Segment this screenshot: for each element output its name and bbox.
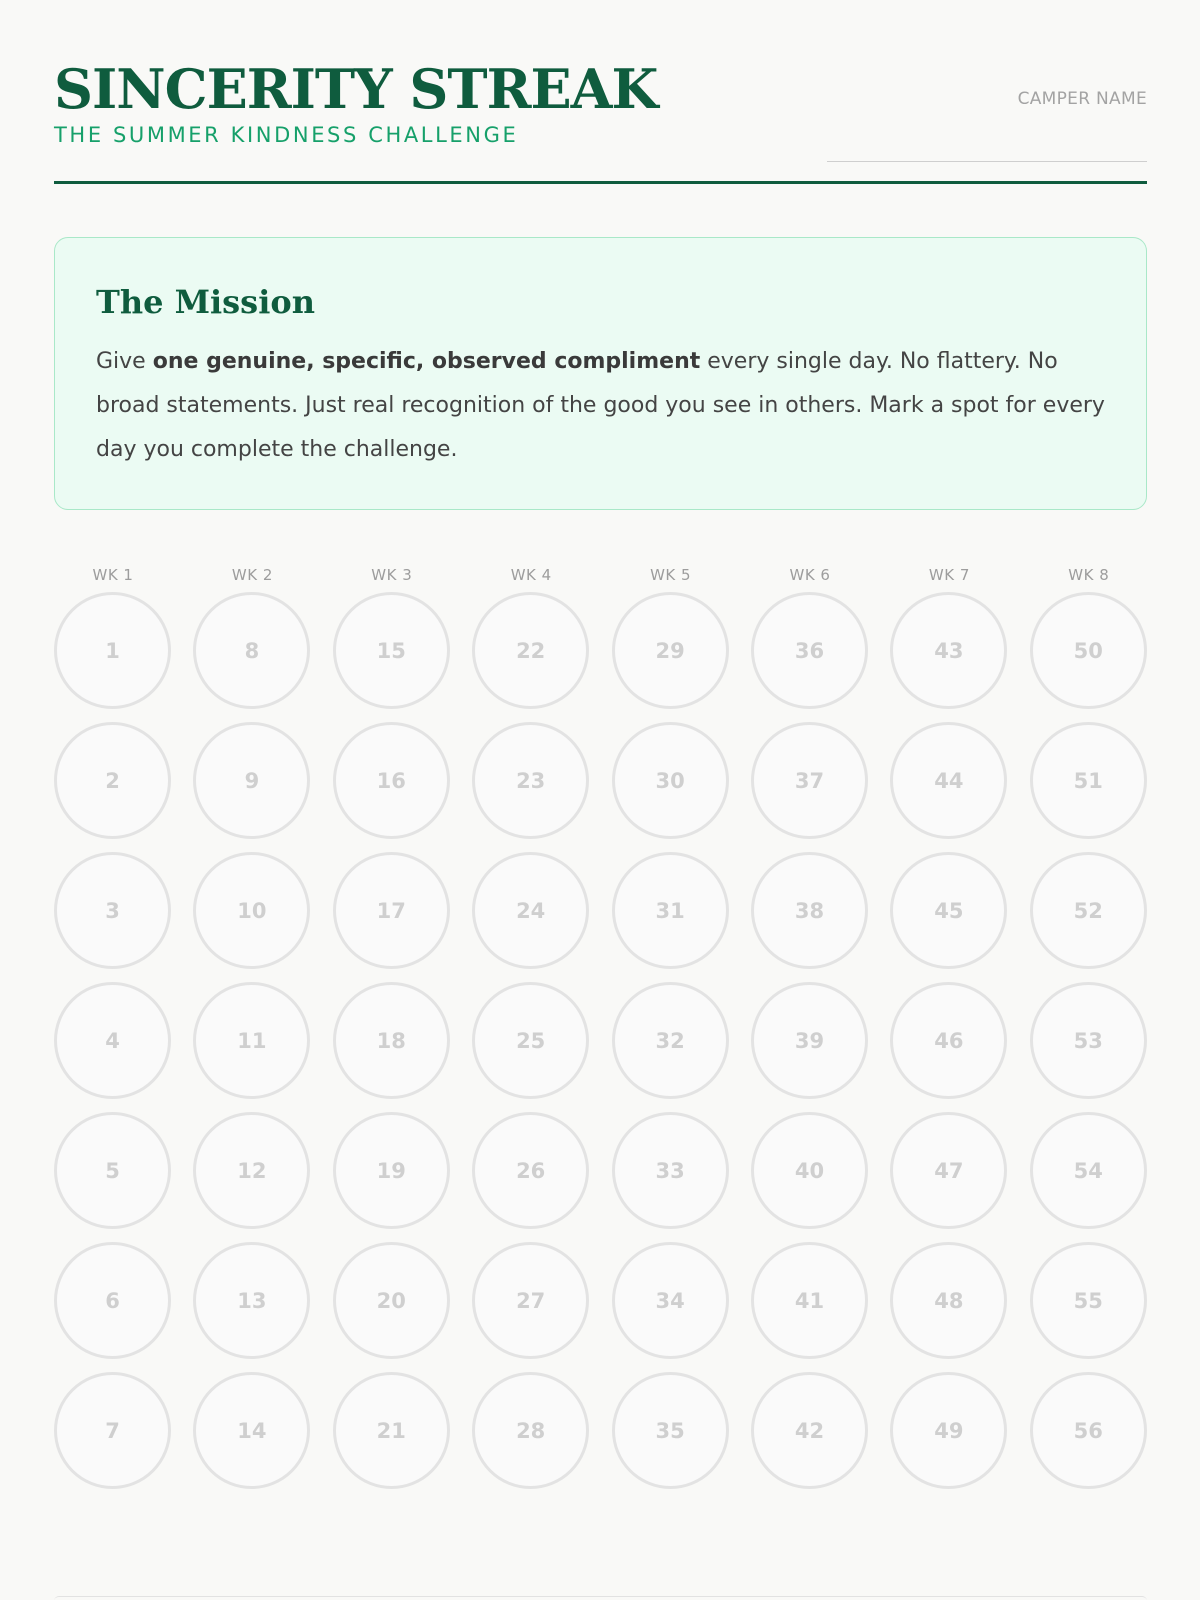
day-circle-41[interactable]: 41	[751, 1242, 868, 1359]
day-circle-11[interactable]: 11	[193, 982, 310, 1099]
day-circle-45[interactable]: 45	[890, 852, 1007, 969]
day-circle-47[interactable]: 47	[890, 1112, 1007, 1229]
day-circle-46[interactable]: 46	[890, 982, 1007, 1099]
day-circle-36[interactable]: 36	[751, 592, 868, 709]
day-circle-37[interactable]: 37	[751, 722, 868, 839]
day-circle-4[interactable]: 4	[54, 982, 171, 1099]
next-section-edge	[54, 1596, 1147, 1600]
week-label: WK 4	[510, 566, 552, 584]
week-label: WK 7	[928, 566, 970, 584]
day-circle-53[interactable]: 53	[1030, 982, 1147, 1099]
day-circle-30[interactable]: 30	[612, 722, 729, 839]
day-circle-25[interactable]: 25	[472, 982, 589, 1099]
day-circle-34[interactable]: 34	[612, 1242, 729, 1359]
day-circle-29[interactable]: 29	[612, 592, 729, 709]
day-circle-56[interactable]: 56	[1030, 1372, 1147, 1489]
week-label: WK 5	[650, 566, 692, 584]
day-circle-7[interactable]: 7	[54, 1372, 171, 1489]
day-circle-43[interactable]: 43	[890, 592, 1007, 709]
day-circle-14[interactable]: 14	[193, 1372, 310, 1489]
day-circle-18[interactable]: 18	[333, 982, 450, 1099]
day-circle-5[interactable]: 5	[54, 1112, 171, 1229]
mission-text-rest: every single day. No flattery. No broad statements. Just real recognition of the good you see in others. Mark a spot for every day you complete the challenge.	[96, 349, 1105, 462]
day-circle-17[interactable]: 17	[333, 852, 450, 969]
mission-text-intro: Give	[96, 349, 153, 374]
day-circle-48[interactable]: 48	[890, 1242, 1007, 1359]
day-circle-15[interactable]: 15	[333, 592, 450, 709]
week-label: WK 6	[789, 566, 831, 584]
week-label: WK 3	[371, 566, 413, 584]
day-circle-35[interactable]: 35	[612, 1372, 729, 1489]
day-circle-38[interactable]: 38	[751, 852, 868, 969]
day-circle-9[interactable]: 9	[193, 722, 310, 839]
day-circle-33[interactable]: 33	[612, 1112, 729, 1229]
day-circle-23[interactable]: 23	[472, 722, 589, 839]
day-circle-44[interactable]: 44	[890, 722, 1007, 839]
week-label: WK 2	[231, 566, 273, 584]
day-circle-32[interactable]: 32	[612, 982, 729, 1099]
day-circle-42[interactable]: 42	[751, 1372, 868, 1489]
streak-sheet	[54, 0, 1147, 1600]
camper-name-field[interactable]	[827, 140, 1147, 162]
day-circle-10[interactable]: 10	[193, 852, 310, 969]
day-circle-54[interactable]: 54	[1030, 1112, 1147, 1229]
day-circle-12[interactable]: 12	[193, 1112, 310, 1229]
day-circle-6[interactable]: 6	[54, 1242, 171, 1359]
day-circle-22[interactable]: 22	[472, 592, 589, 709]
page-title: SINCERITY STREAK	[54, 57, 658, 121]
day-circle-1[interactable]: 1	[54, 592, 171, 709]
day-circle-21[interactable]: 21	[333, 1372, 450, 1489]
week-label: WK 1	[92, 566, 134, 584]
camper-name-label: CAMPER NAME	[1017, 89, 1147, 109]
week-headers	[54, 560, 1147, 594]
week-label: WK 8	[1068, 566, 1110, 584]
day-circle-55[interactable]: 55	[1030, 1242, 1147, 1359]
day-circle-3[interactable]: 3	[54, 852, 171, 969]
day-circle-8[interactable]: 8	[193, 592, 310, 709]
day-circle-2[interactable]: 2	[54, 722, 171, 839]
day-circle-49[interactable]: 49	[890, 1372, 1007, 1489]
day-circle-20[interactable]: 20	[333, 1242, 450, 1359]
mission-text-emphasis: one genuine, specific, observed compliment	[152, 349, 701, 374]
day-circle-40[interactable]: 40	[751, 1112, 868, 1229]
mission-title: The Mission	[96, 283, 315, 321]
day-circle-19[interactable]: 19	[333, 1112, 450, 1229]
day-circle-31[interactable]: 31	[612, 852, 729, 969]
page-subtitle: THE SUMMER KINDNESS CHALLENGE	[54, 123, 519, 147]
day-circle-50[interactable]: 50	[1030, 592, 1147, 709]
mission-text	[96, 340, 1106, 472]
day-circle-28[interactable]: 28	[472, 1372, 589, 1489]
day-circle-24[interactable]: 24	[472, 852, 589, 969]
day-circle-27[interactable]: 27	[472, 1242, 589, 1359]
day-circle-52[interactable]: 52	[1030, 852, 1147, 969]
header	[54, 58, 1147, 184]
streak-grid	[54, 560, 1147, 1443]
day-circle-13[interactable]: 13	[193, 1242, 310, 1359]
day-circle-51[interactable]: 51	[1030, 722, 1147, 839]
mission-card	[54, 237, 1147, 510]
day-circle-16[interactable]: 16	[333, 722, 450, 839]
camper-name-block	[827, 88, 1147, 162]
day-circle-39[interactable]: 39	[751, 982, 868, 1099]
day-circle-26[interactable]: 26	[472, 1112, 589, 1229]
